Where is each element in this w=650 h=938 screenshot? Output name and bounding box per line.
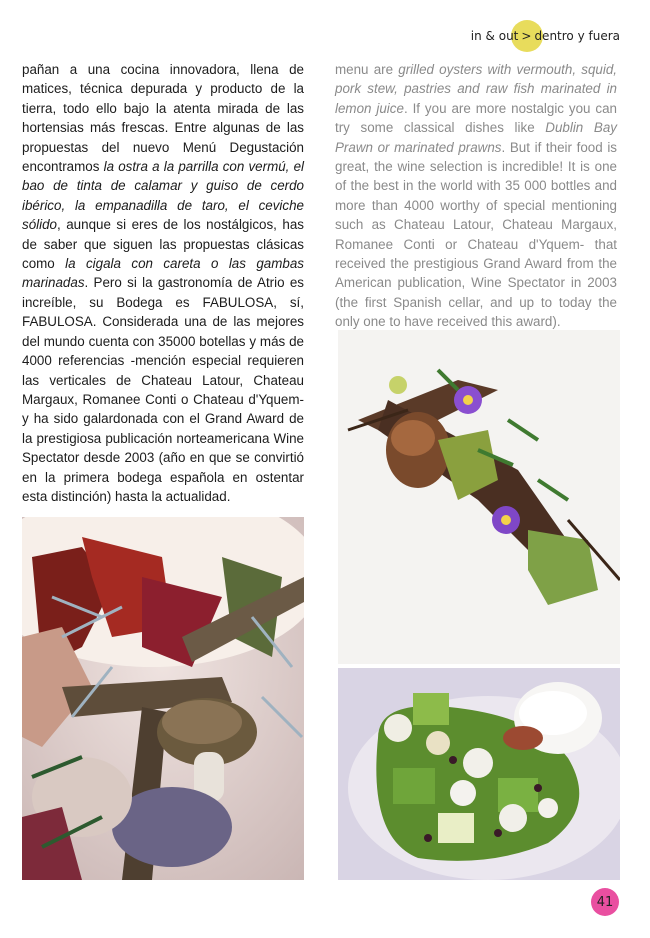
bottom-right-dish-photo — [338, 668, 620, 880]
left-dish-photo — [22, 517, 304, 880]
text-run: , aunque si eres de los nostálgicos, has de saber que siguen las propuestas clásicas como — [22, 217, 304, 272]
italic-dishes: la ostra a la parrilla con vermú, el bao de tinta de calamar y guiso de cerdo ibérico, la empanadilla de taro, el ceviche sólido — [22, 159, 304, 233]
section-header — [471, 24, 620, 48]
text-run: . If you are more nostalgic you can try some classical dishes like — [335, 100, 618, 136]
italic-classics: la cigala con careta o las gambas marinadas — [22, 256, 304, 291]
header-separator: > — [521, 29, 532, 43]
page-number-badge — [591, 888, 619, 916]
text-run: pañan a una cocina innovadora, llena de matices, técnica depurada y producto de la tierra, todo ello bajo la atenta mirada de las hortensias más frescas. Entre algunas de las propuestas del nuevo Menú Degustación encontramos — [22, 62, 304, 175]
header-section-out: dentro y fuera — [534, 29, 620, 43]
spanish-text-column — [22, 60, 304, 506]
text-run: menu are — [335, 62, 399, 77]
italic-dishes: grilled oysters with vermouth, squid, pork stew, pastries and raw fish marinated in lemon juice — [335, 62, 617, 116]
italic-classics: Dublin Bay Prawn or marinated prawns — [335, 120, 617, 155]
spanish-paragraph — [22, 60, 304, 506]
page-number: 41 — [596, 894, 614, 910]
header-section-in: in & out — [470, 29, 519, 43]
top-right-dish-photo — [338, 330, 620, 664]
english-paragraph — [335, 60, 617, 332]
text-run: . Pero si la gastronomía de Atrio es increíble, su Bodega es FABULOSA, sí, FABULOSA. Considerada una de las mejores del mundo cuenta con 35000 botellas y más de 4000 referencias -mención especial requieren las verticales de Chateau Latour, Chateau Margaux, Romanee Conti o Chateau d'Yquem- y ha sido galardonada con el Grand Award de la prestigiosa publicación norteamericana Wine Spectator desde 2003 (año en que se convirtió en la primera bodega española en ostentar esta distinción) hasta la actualidad. — [22, 275, 304, 504]
text-run: . But if their food is great, the wine selection is incredible! It is one of the best in the world with 35 000 bottles and more than 4000 worthy of special mentioning such as Chateau Latour, Chateau Margaux, Romanee Conti or Chateau d'Yquem- that received the prestigious Grand Award from the American publication, Wine Spectator in 2003 (the first Spanish cellar, and up to today the only one to have received this award). — [335, 139, 617, 330]
english-text-column — [335, 60, 617, 332]
